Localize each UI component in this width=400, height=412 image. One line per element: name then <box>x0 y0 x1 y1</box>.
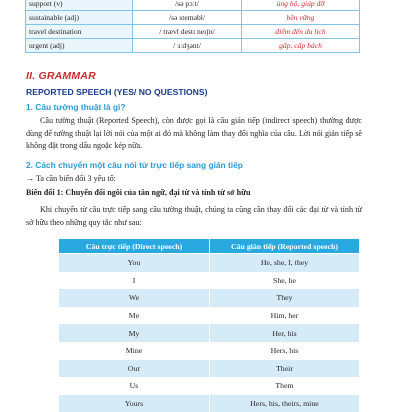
paragraph-rules <box>26 204 362 229</box>
reported-cell: They <box>210 289 360 307</box>
vocabulary-table <box>25 0 360 53</box>
table-row <box>59 254 360 272</box>
vocab-ipa: /sə pɔːt/ <box>133 0 242 11</box>
change-1-label: Biến đổi 1: <box>26 188 64 197</box>
subheading-1: 1. Câu tường thuật là gì? <box>26 102 126 112</box>
reported-cell: Them <box>210 377 360 395</box>
paragraph-definition <box>26 115 362 153</box>
vocab-ipa: / trævl destɪ neɪʃn/ <box>133 25 242 39</box>
vocab-meaning: điểm đến du lịch <box>242 25 360 39</box>
header-reported-speech: Câu gián tiếp (Reported speech) <box>210 239 360 254</box>
direct-cell: Yours <box>59 395 210 412</box>
pronoun-conversion-table <box>58 238 360 412</box>
table-row <box>59 360 360 378</box>
vocab-word: sustainable (adj) <box>26 11 133 25</box>
reported-cell: Their <box>210 360 360 378</box>
reported-cell: He, she, I, they <box>210 254 360 272</box>
direct-cell: Us <box>59 377 210 395</box>
direct-cell: My <box>59 324 210 342</box>
direct-cell: Mine <box>59 342 210 360</box>
direct-cell: You <box>59 254 210 272</box>
direct-cell: Me <box>59 307 210 325</box>
direct-cell: We <box>59 289 210 307</box>
subheading-2: 2. Cách chuyển một câu nói từ trực tiếp sang gián tiếp <box>26 160 243 170</box>
paragraph-text: Khi chuyển từ câu trực tiếp sang câu tường thuật, chúng ta cũng cần thay đổi các đại từ và tính từ sở hữu theo những quy tắc như sau: <box>26 205 362 227</box>
direct-cell: Our <box>59 360 210 378</box>
header-direct-speech: Câu trực tiếp (Direct speech) <box>59 239 210 254</box>
direct-cell: I <box>59 272 210 290</box>
vocab-word: urgent (adj) <box>26 39 133 53</box>
paragraph-text: Câu tường thuật (Reported Speech), còn được gọi là câu gián tiếp (indirect speech) thường được dùng để tường thuật lại lời nói của một ai đó mà không làm thay đổi nghĩa của câu. Lời nói gián tiếp sẽ không đặt trong dấu ngoặc kép nữa. <box>26 116 362 151</box>
vocab-word: support (v) <box>26 0 133 11</box>
reported-cell: She, he <box>210 272 360 290</box>
vocab-word: travel destination <box>26 25 133 39</box>
table-header-row <box>59 239 360 254</box>
table-row <box>59 377 360 395</box>
change-1-line <box>26 188 251 197</box>
vocab-meaning: gấp, cấp bách <box>242 39 360 53</box>
vocab-meaning: bền vững <box>242 11 360 25</box>
arrow-line: → Ta cần biến đổi 3 yếu tố: <box>26 174 116 183</box>
table-row <box>59 395 360 412</box>
reported-cell: Hers, his, theirs, mine <box>210 395 360 412</box>
vocab-ipa: /sə steməbl/ <box>133 11 242 25</box>
vocab-row <box>26 11 360 25</box>
section-title: II. GRAMMAR <box>26 70 96 82</box>
table-row <box>59 289 360 307</box>
table-row <box>59 324 360 342</box>
change-1-text: Chuyển đổi ngôi của tân ngữ, đại từ và tính từ sở hữu <box>65 188 251 197</box>
topic-heading: REPORTED SPEECH (YES/ NO QUESTIONS) <box>26 87 208 97</box>
vocab-ipa: / ɜːdʒənt/ <box>133 39 242 53</box>
vocab-meaning: ủng hộ, giúp đỡ <box>242 0 360 11</box>
vocab-row <box>26 25 360 39</box>
table-row <box>59 307 360 325</box>
reported-cell: Him, her <box>210 307 360 325</box>
reported-cell: Hers, his <box>210 342 360 360</box>
table-row <box>59 272 360 290</box>
reported-cell: Her, his <box>210 324 360 342</box>
vocab-row <box>26 39 360 53</box>
table-row <box>59 342 360 360</box>
vocab-row <box>26 0 360 11</box>
